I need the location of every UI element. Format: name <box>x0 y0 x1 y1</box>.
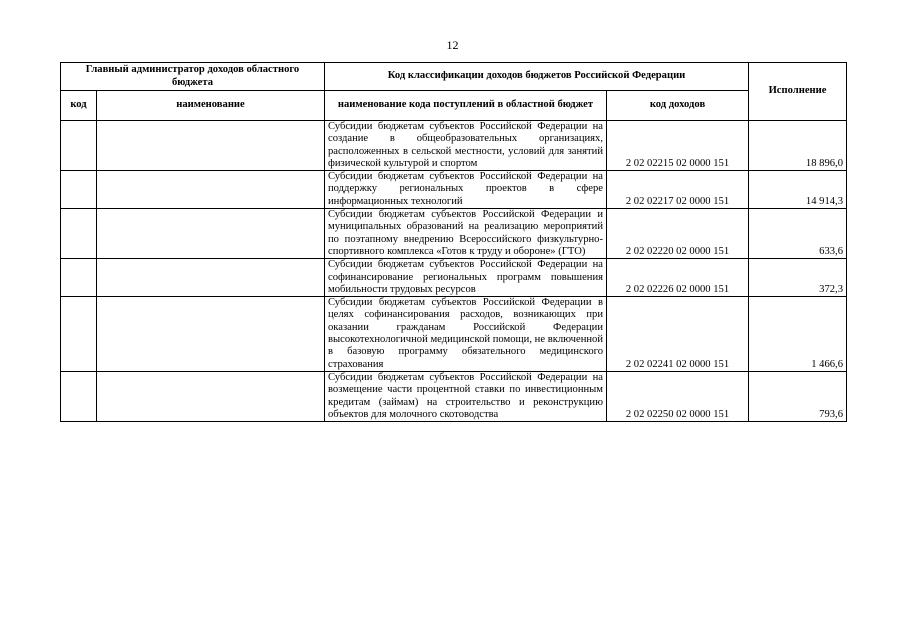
income-description: Субсидии бюджетам субъектов Российской Федерации и муниципальных образований на реализацию мероприятий по поэтапному внедрению Всероссийского физкультурно-спортивного комплекса «Готов к труду и обороне» (ГТО) <box>325 209 607 259</box>
admin-name-cell <box>97 371 325 421</box>
admin-name-cell <box>97 171 325 209</box>
execution-amount: 18 896,0 <box>749 121 847 171</box>
income-code: 2 02 02226 02 0000 151 <box>607 259 749 297</box>
income-description: Субсидии бюджетам субъектов Российской Федерации на поддержку региональных проектов в сфере информационных технологий <box>325 171 607 209</box>
execution-amount: 793,6 <box>749 371 847 421</box>
table-row <box>61 297 847 372</box>
header-classification-group: Код классификации доходов бюджетов Российской Федерации <box>325 63 749 91</box>
header-admin-group: Главный администратор доходов областного бюджета <box>61 63 325 91</box>
admin-code-cell <box>61 259 97 297</box>
income-code: 2 02 02241 02 0000 151 <box>607 297 749 372</box>
table-row <box>61 121 847 171</box>
income-code: 2 02 02220 02 0000 151 <box>607 209 749 259</box>
header-income-code: код доходов <box>607 91 749 121</box>
admin-code-cell <box>61 171 97 209</box>
income-code: 2 02 02215 02 0000 151 <box>607 121 749 171</box>
income-description: Субсидии бюджетам субъектов Российской Федерации в целях софинансирования расходов, возникающих при оказании гражданам Российской Федерации высокотехнологичной медицинской помощи, не включенной в базовую программу обязательного медицинского страхования <box>325 297 607 372</box>
header-income-name: наименование кода поступлений в областной бюджет <box>325 91 607 121</box>
header-code: код <box>61 91 97 121</box>
revenue-table <box>60 62 847 422</box>
execution-amount: 14 914,3 <box>749 171 847 209</box>
income-description: Субсидии бюджетам субъектов Российской Федерации на возмещение части процентной ставки по инвестиционным кредитам (займам) на строительство и реконструкцию объектов для молочного скотоводства <box>325 371 607 421</box>
execution-amount: 633,6 <box>749 209 847 259</box>
admin-code-cell <box>61 209 97 259</box>
header-name: наименование <box>97 91 325 121</box>
admin-name-cell <box>97 121 325 171</box>
income-description: Субсидии бюджетам субъектов Российской Федерации на софинансирование региональных программ повышения мобильности трудовых ресурсов <box>325 259 607 297</box>
admin-name-cell <box>97 259 325 297</box>
admin-code-cell <box>61 121 97 171</box>
table-row <box>61 259 847 297</box>
table-row <box>61 371 847 421</box>
income-description: Субсидии бюджетам субъектов Российской Федерации на создание в общеобразовательных организациях, расположенных в сельской местности, условий для занятий физической культурой и спортом <box>325 121 607 171</box>
table-row <box>61 171 847 209</box>
income-code: 2 02 02250 02 0000 151 <box>607 371 749 421</box>
admin-code-cell <box>61 297 97 372</box>
income-code: 2 02 02217 02 0000 151 <box>607 171 749 209</box>
table-row <box>61 209 847 259</box>
admin-name-cell <box>97 297 325 372</box>
execution-amount: 1 466,6 <box>749 297 847 372</box>
admin-name-cell <box>97 209 325 259</box>
header-execution: Исполнение <box>749 63 847 121</box>
page-number: 12 <box>446 38 459 52</box>
execution-amount: 372,3 <box>749 259 847 297</box>
admin-code-cell <box>61 371 97 421</box>
